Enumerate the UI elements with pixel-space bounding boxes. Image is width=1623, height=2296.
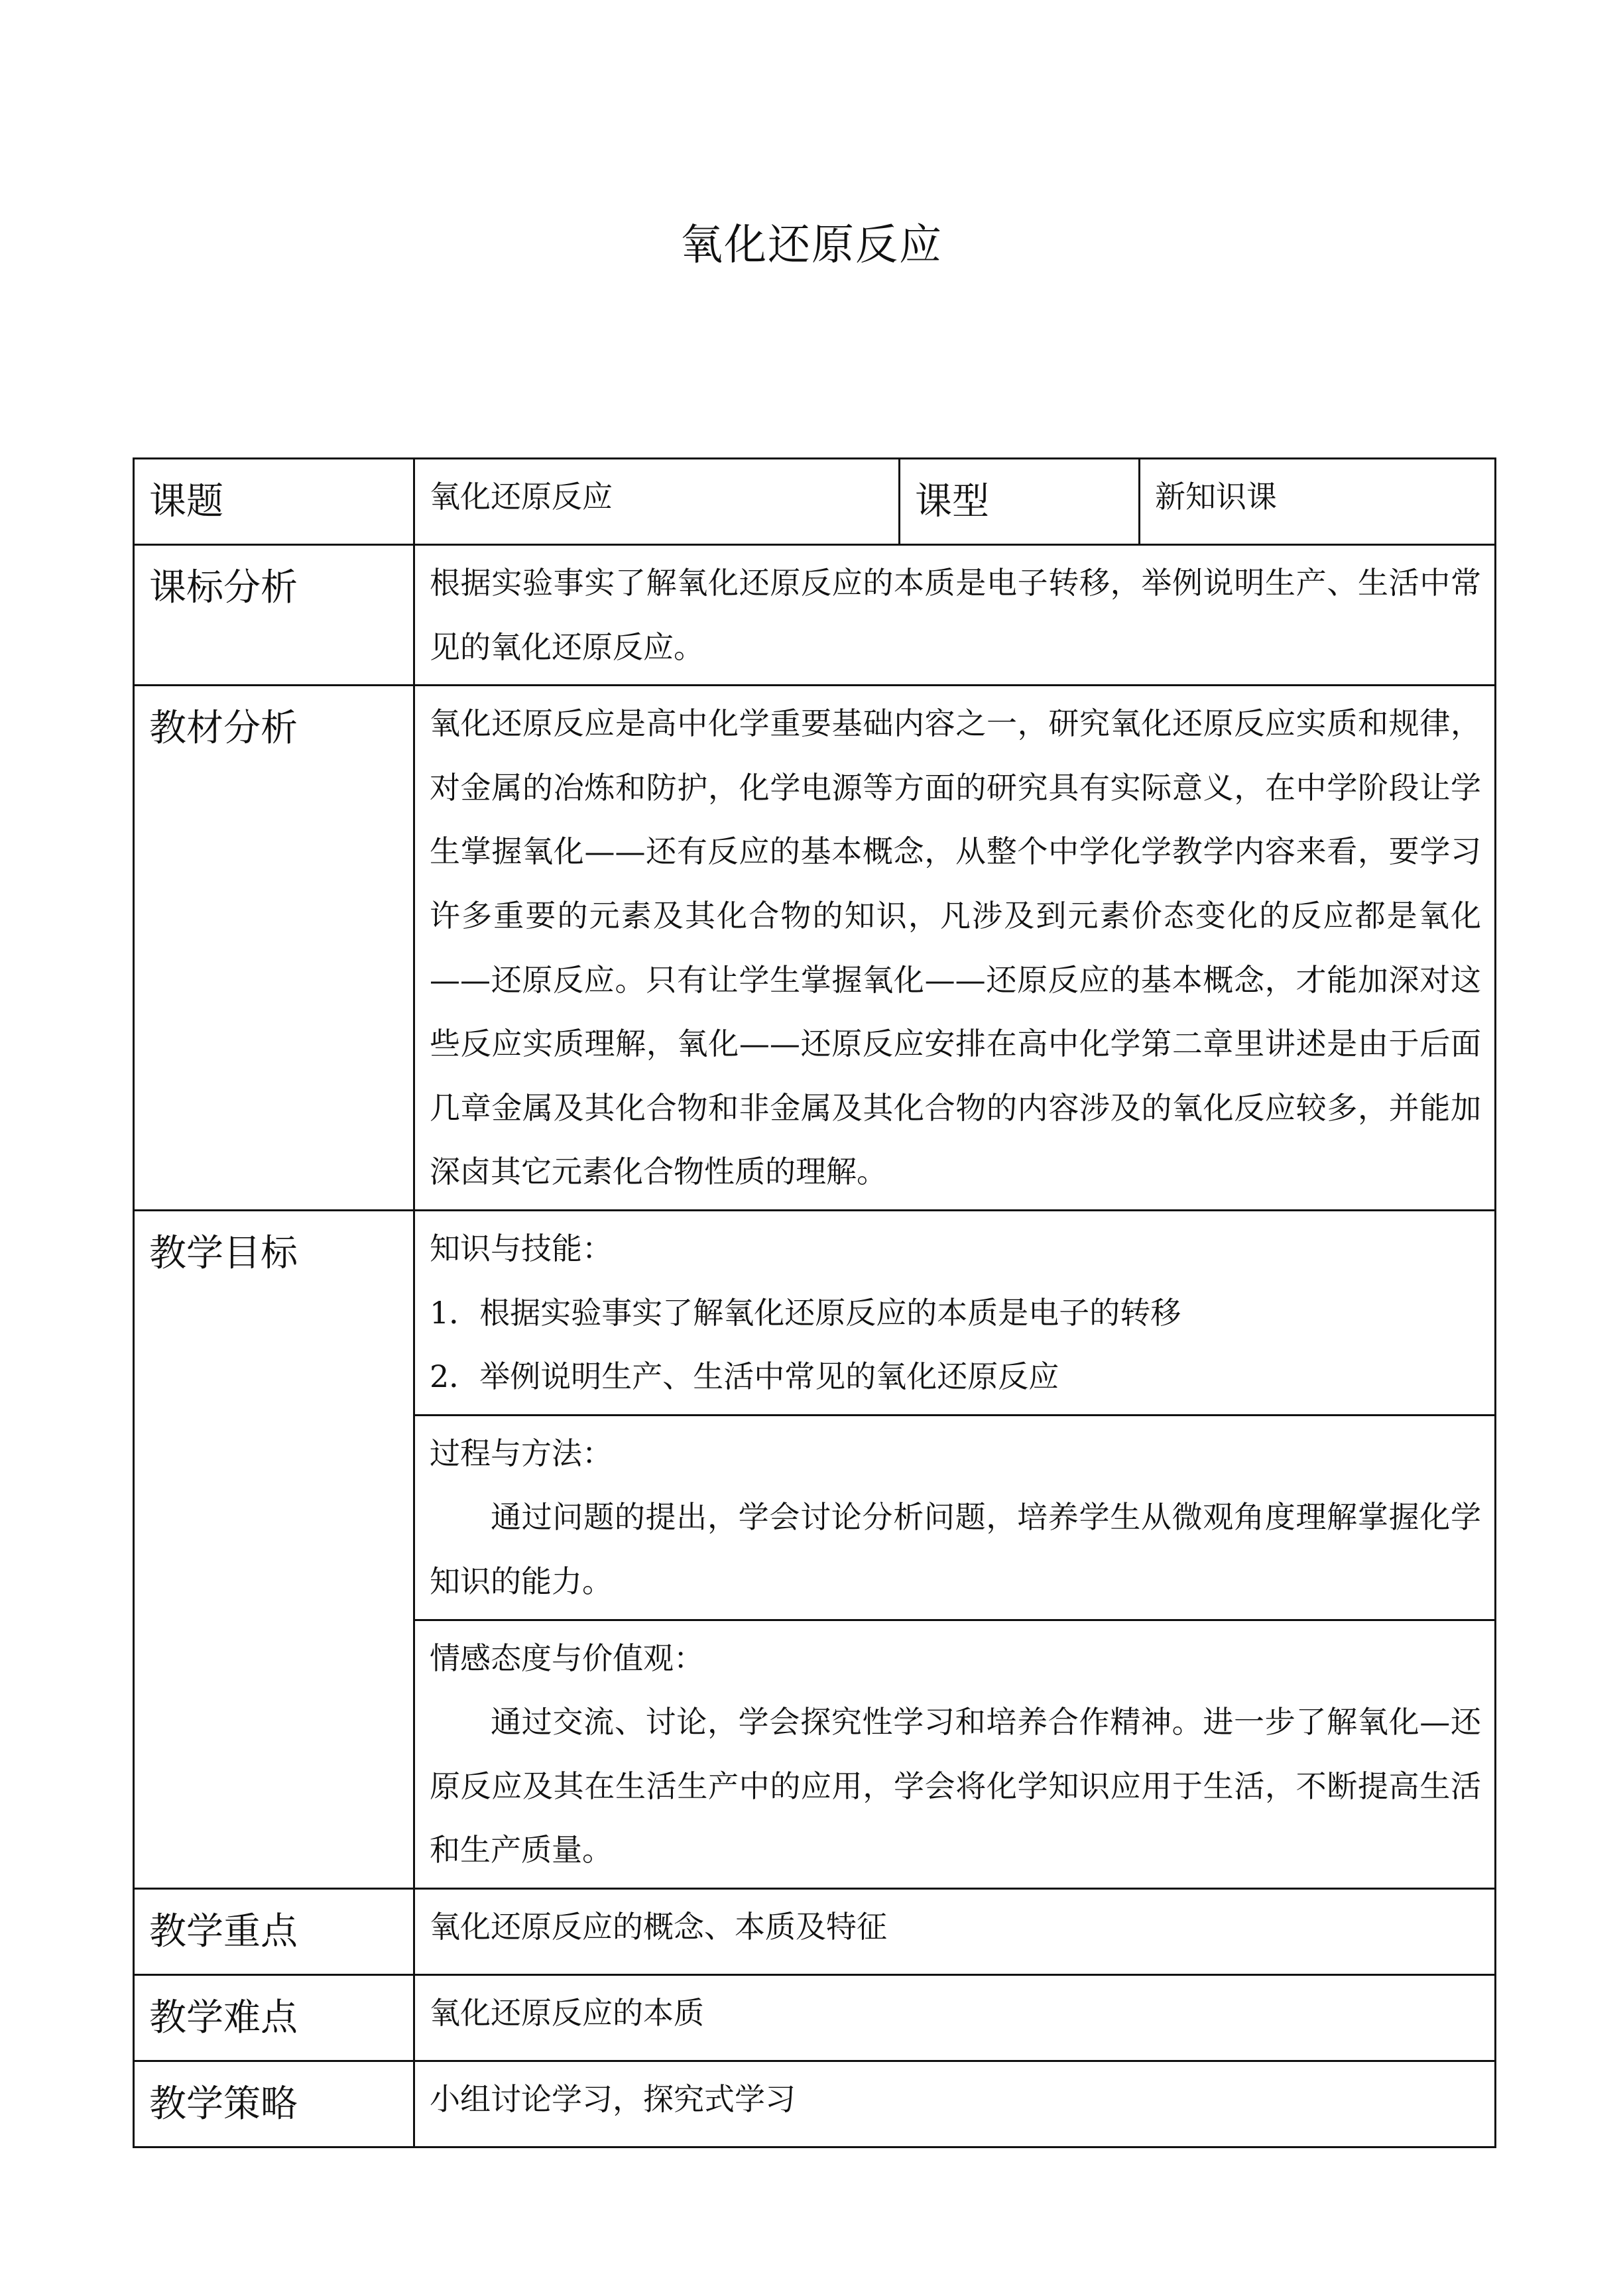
strategy-value: 小组讨论学习，探究式学习 (430, 2081, 796, 2117)
lesson-plan-table (133, 457, 1496, 2148)
row-difficulties (134, 1974, 1496, 2061)
process-cell (414, 1415, 1496, 1620)
row-standard (134, 545, 1496, 686)
textbook-value: 氧化还原反应是高中化学重要基础内容之一，研究氧化还原反应实质和规律，对金属的冶炼和防护，化学电源等方面的研究具有实际意义，在中学阶段让学生掌握氧化——还有反应的基本概念，从整个中学化学教学内容来看，要学习许多重要的元素及其化合物的知识，凡涉及到元素价态变化的反应都是氧化——还原反应。只有让学生掌握氧化——还原反应的基本概念，才能加深对这些反应实质理解，氧化——还原反应安排在高中化学第二章里讲述是由于后面几章金属及其化合物和非金属及其化合物的内容涉及的氧化反应较多，并能加深卤其它元素化合物性质的理解。 (430, 705, 1481, 1190)
standard-value-cell (414, 545, 1496, 686)
strategy-value-cell (414, 2061, 1496, 2147)
type-value-cell (1140, 459, 1496, 545)
difficulties-label-cell (134, 1974, 414, 2061)
topic-label: 课题 (149, 480, 223, 523)
row-topic (134, 459, 1496, 545)
strategy-label: 教学策略 (149, 2082, 298, 2126)
row-textbook (134, 686, 1496, 1211)
key-points-label-cell (134, 1888, 414, 1974)
knowledge-item-2: 2．举例说明生产、生活中常见的氧化还原反应 (430, 1359, 1059, 1395)
standard-value: 根据实验事实了解氧化还原反应的本质是电子转移，举例说明生产、生活中常见的氧化还原反应。 (430, 565, 1481, 665)
difficulties-value: 氧化还原反应的本质 (430, 1994, 704, 2031)
key-points-value: 氧化还原反应的概念、本质及特征 (430, 1908, 887, 1945)
type-label-cell (900, 459, 1140, 545)
page-title: 氧化还原反应 (680, 221, 943, 270)
emotion-cell (414, 1620, 1496, 1888)
type-label: 课型 (915, 480, 989, 523)
emotion-text: 通过交流、讨论，学会探究性学习和培养合作精神。进一步了解氧化—还原反应及其在生活生产中的应用，学会将化学知识应用于生活，不断提高生活和生产质量。 (430, 1704, 1481, 1868)
topic-label-cell (134, 459, 414, 545)
strategy-label-cell (134, 2061, 414, 2147)
standard-label: 课标分析 (149, 566, 298, 609)
topic-value: 氧化还原反应 (430, 479, 613, 514)
topic-value-cell (414, 459, 900, 545)
row-objectives-knowledge (134, 1210, 1496, 1415)
textbook-value-cell (414, 686, 1496, 1211)
row-strategy (134, 2061, 1496, 2147)
knowledge-heading: 知识与技能： (430, 1230, 613, 1266)
objectives-label: 教学目标 (149, 1231, 298, 1275)
knowledge-item-1: 1．根据实验事实了解氧化还原反应的本质是电子的转移 (430, 1294, 1181, 1331)
process-text: 通过问题的提出，学会讨论分析问题，培养学生从微观角度理解掌握化学知识的能力。 (430, 1499, 1481, 1599)
type-value: 新知识课 (1155, 479, 1277, 514)
process-heading: 过程与方法： (430, 1435, 613, 1471)
key-points-label: 教学重点 (149, 1909, 298, 1953)
standard-label-cell (134, 545, 414, 686)
emotion-heading: 情感态度与价值观： (430, 1640, 704, 1676)
objectives-label-cell (134, 1210, 414, 1888)
difficulties-value-cell (414, 1974, 1496, 2061)
knowledge-cell (414, 1210, 1496, 1415)
textbook-label: 教材分析 (149, 707, 298, 751)
difficulties-label: 教学难点 (149, 1996, 298, 2039)
key-points-value-cell (414, 1888, 1496, 1974)
row-key-points (134, 1888, 1496, 1974)
textbook-label-cell (134, 686, 414, 1211)
